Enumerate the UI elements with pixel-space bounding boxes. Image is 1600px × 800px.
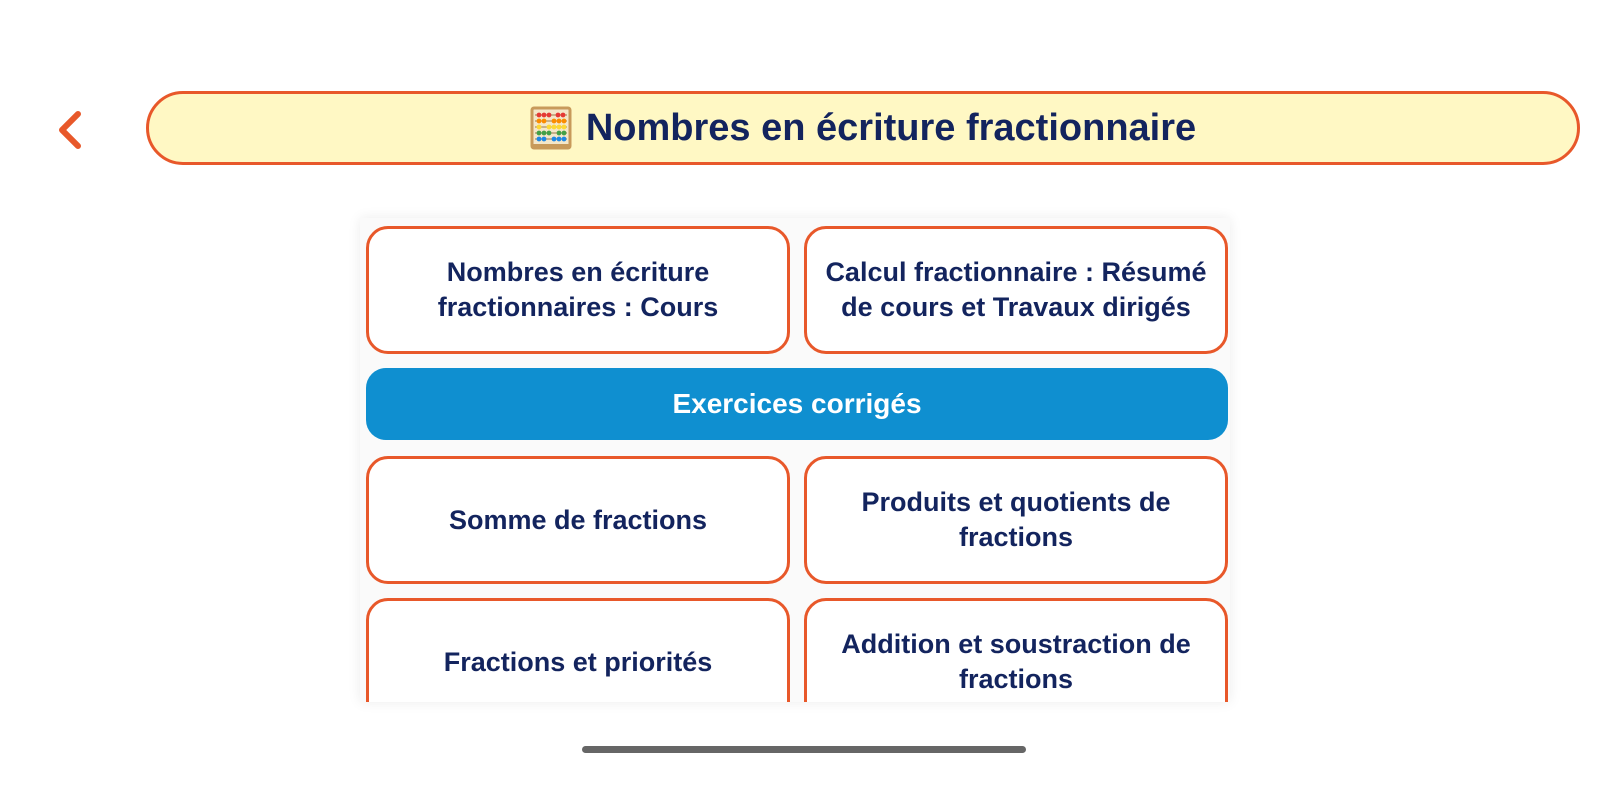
card-resume-td[interactable]: Calcul fractionnaire : Résumé de cours et Travaux dirigés — [804, 226, 1228, 354]
abacus-icon — [530, 106, 572, 150]
chevron-left-icon — [54, 108, 84, 152]
home-indicator[interactable] — [582, 746, 1026, 753]
card-exercise-produits[interactable]: Produits et quotients de fractions — [804, 456, 1228, 584]
card-cours[interactable]: Nombres en écriture fractionnaires : Cours — [366, 226, 790, 354]
back-button[interactable] — [44, 100, 94, 160]
card-exercise-priorites[interactable]: Fractions et priorités — [366, 598, 790, 702]
card-exercise-addition[interactable]: Addition et soustraction de fractions — [804, 598, 1228, 702]
page-title-bar — [146, 91, 1580, 165]
section-header-exercices[interactable]: Exercices corrigés — [366, 368, 1228, 440]
card-exercise-somme[interactable]: Somme de fractions — [366, 456, 790, 584]
page-title: Nombres en écriture fractionnaire — [585, 106, 1197, 149]
content-list[interactable] — [360, 218, 1230, 702]
